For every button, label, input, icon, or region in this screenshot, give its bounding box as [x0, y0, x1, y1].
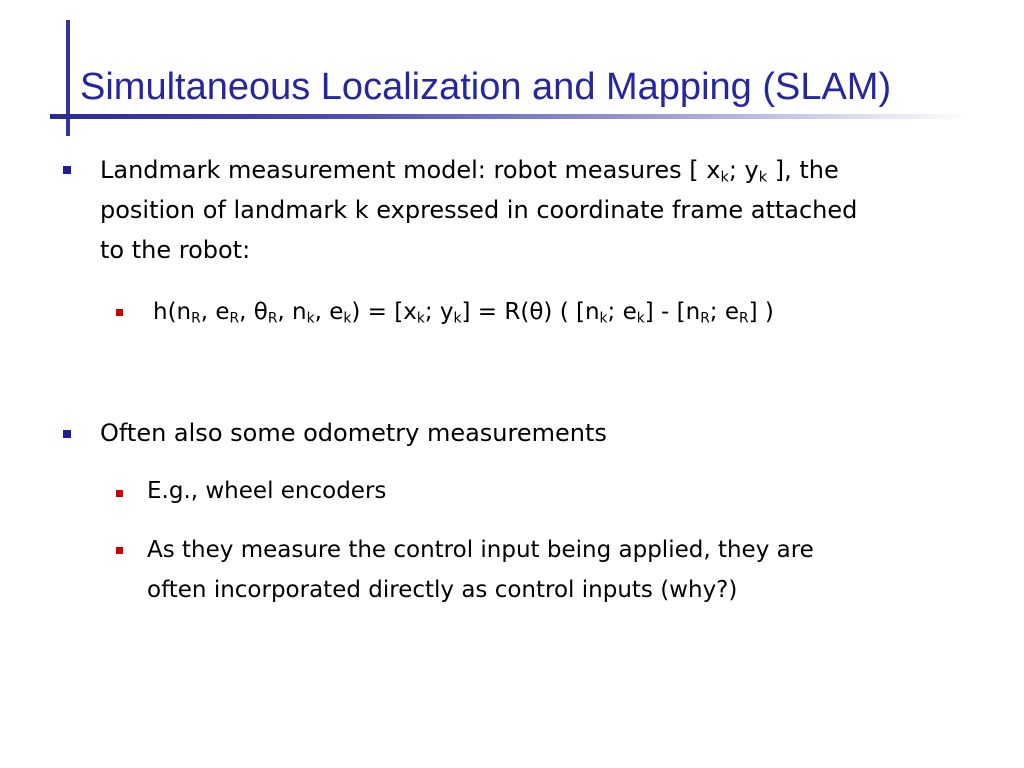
bullet-line: to the robot: — [100, 236, 251, 264]
bullet-line: position of landmark k expressed in coordinate frame attached — [100, 196, 858, 224]
bullet-line: As they measure the control input being applied, they are — [147, 537, 814, 563]
sub-bullet-square-icon — [116, 490, 123, 497]
bullet-odometry: Often also some odometry measurements — [100, 419, 607, 447]
bullet-line: Landmark measurement model: robot measures [ $x_k$; $y_k$ ], the — [100, 156, 839, 186]
bullet-square-icon — [63, 166, 71, 174]
bullet-landmark-model — [100, 150, 857, 270]
measurement-equation: $h(n_R$, $e_R$, $\theta_R$, $n_k$, $e_k) = [x_k$; $y_k] = R(\theta)$ ( [$n_k$; $e_k] - [n_R$; $e_R$] ) — [153, 299, 774, 327]
slide-title: Simultaneous Localization and Mapping (SLAM) — [80, 66, 892, 108]
bullet-line: often incorporated directly as control inputs (why?) — [147, 577, 738, 603]
title-underline-rule — [50, 114, 970, 119]
sub-bullet-control-inputs — [147, 530, 814, 610]
bullet-square-icon — [63, 430, 71, 438]
sub-bullet-square-icon — [116, 309, 123, 316]
sub-bullet-square-icon — [116, 547, 123, 554]
sub-bullet-wheel-encoders: E.g., wheel encoders — [147, 478, 387, 504]
